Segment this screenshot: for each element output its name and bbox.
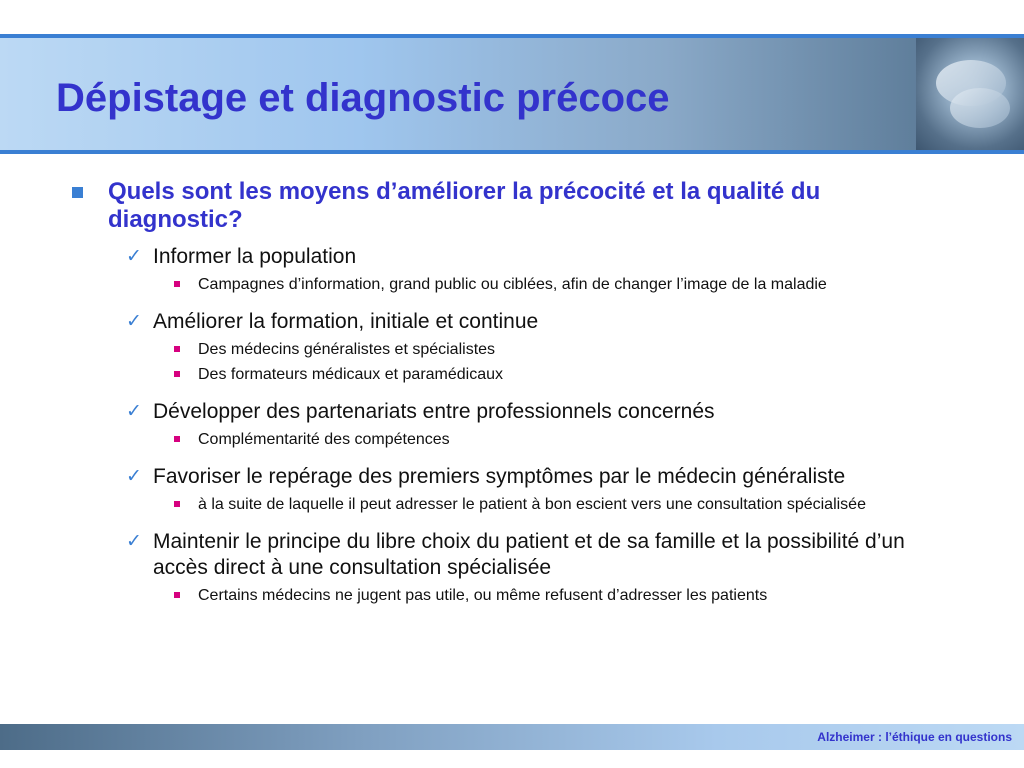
footer-text: Alzheimer : l’éthique en questions <box>817 730 1012 744</box>
sub-item-text: Des formateurs médicaux et paramédicaux <box>198 366 504 383</box>
sub-item <box>198 585 918 606</box>
list-item-label: Informer la population <box>153 245 357 268</box>
list-item-label: Favoriser le repérage des premiers symptômes par le médecin généraliste <box>153 465 846 488</box>
check-mark-icon: ✓ <box>126 401 142 422</box>
slide-title: Dépistage et diagnostic précoce <box>56 76 670 120</box>
list-item-label: Maintenir le principe du libre choix du patient et de sa famille et la possibilité d’un accès direct à une consultation spécialisée <box>153 530 905 579</box>
list-item <box>126 309 923 335</box>
list-item <box>126 244 923 270</box>
list-item-label: Développer des partenariats entre professionnels concernés <box>153 400 715 423</box>
sub-item <box>198 494 918 515</box>
check-mark-icon: ✓ <box>126 466 142 487</box>
small-square-bullet-icon <box>174 281 180 287</box>
sub-item <box>198 274 918 295</box>
footer-band <box>0 724 1024 750</box>
list-item <box>126 399 923 425</box>
small-square-bullet-icon <box>174 436 180 442</box>
sub-item-text: Des médecins généralistes et spécialistes <box>198 341 496 358</box>
main-question-text: Quels sont les moyens d’améliorer la précocité et la qualité du diagnostic? <box>108 178 821 233</box>
header-band <box>0 34 1024 154</box>
main-question <box>108 178 888 234</box>
list-item <box>126 529 923 581</box>
sub-item <box>198 364 918 385</box>
list-item-label: Améliorer la formation, initiale et continue <box>153 310 539 333</box>
sub-item-text: Certains médecins ne jugent pas utile, ou même refusent d’adresser les patients <box>198 587 768 604</box>
sub-item <box>198 339 918 360</box>
hands-photo <box>916 38 1024 150</box>
slide-content <box>0 178 1024 606</box>
check-mark-icon: ✓ <box>126 246 142 267</box>
check-mark-icon: ✓ <box>126 311 142 332</box>
small-square-bullet-icon <box>174 371 180 377</box>
square-bullet-icon <box>72 187 83 198</box>
sub-item-text: Complémentarité des compétences <box>198 431 450 448</box>
list-item <box>126 464 923 490</box>
sub-item-text: Campagnes d’information, grand public ou ciblées, afin de changer l’image de la maladie <box>198 276 827 293</box>
small-square-bullet-icon <box>174 501 180 507</box>
small-square-bullet-icon <box>174 346 180 352</box>
sub-item-text: à la suite de laquelle il peut adresser le patient à bon escient vers une consultation spécialisée <box>198 496 866 513</box>
sub-item <box>198 429 918 450</box>
check-mark-icon: ✓ <box>126 531 142 552</box>
small-square-bullet-icon <box>174 592 180 598</box>
